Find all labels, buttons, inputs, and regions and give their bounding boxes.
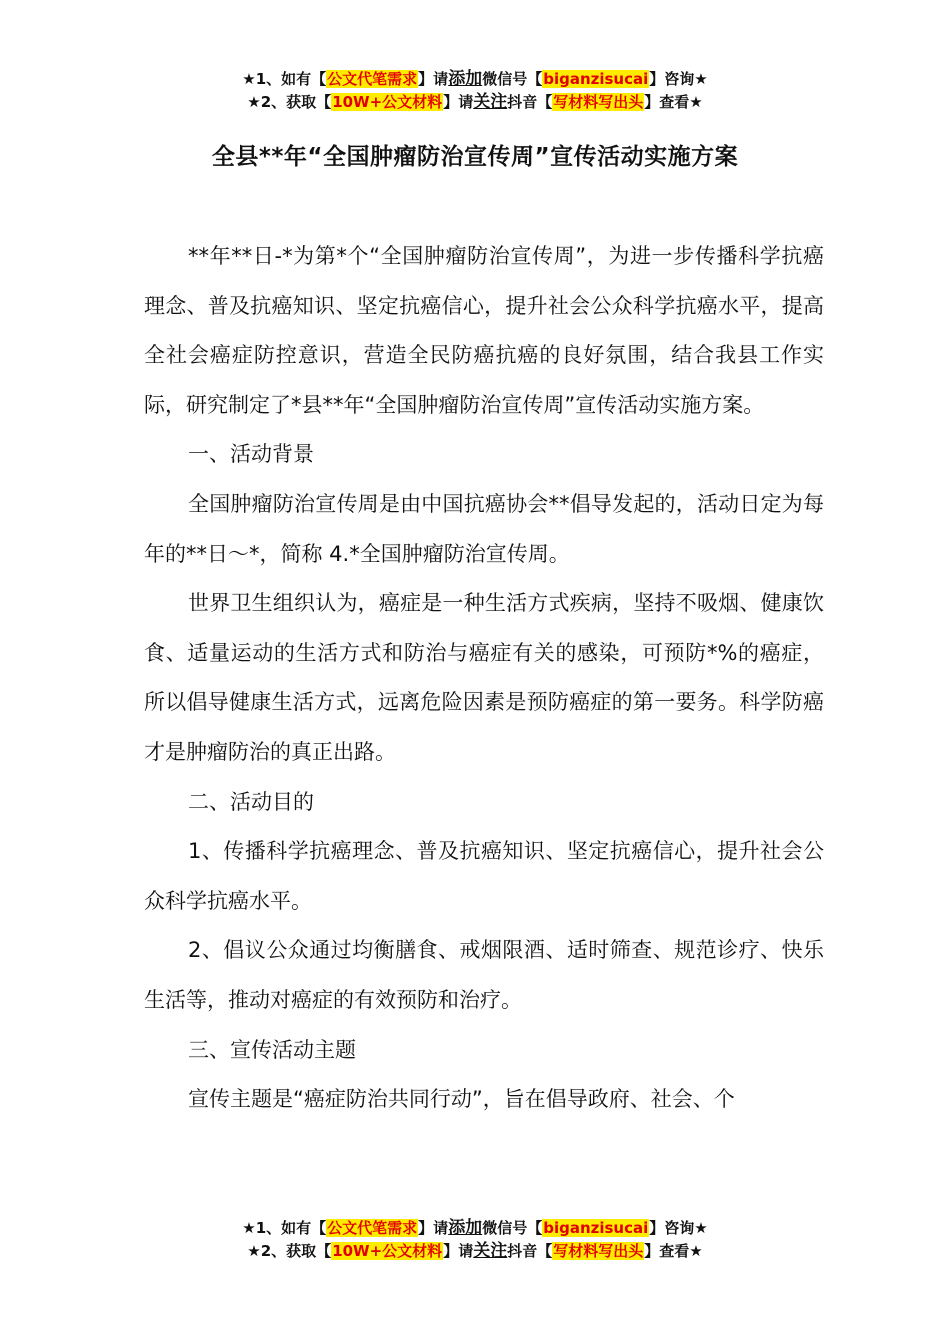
banner-emphasis: 关注: [473, 92, 508, 112]
banner-wechat-id: biganzisucai: [543, 70, 649, 88]
banner-text: ★2、获取【: [247, 1242, 332, 1260]
banner-emphasis: 添加: [448, 1218, 483, 1238]
banner-text: 】请: [418, 1219, 449, 1237]
paragraph: 宣传主题是“癌症防治共同行动”，旨在倡导政府、社会、个: [188, 1087, 735, 1112]
banner-text: 抖音【: [507, 1242, 553, 1260]
banner-text: 】查看★: [644, 1242, 703, 1260]
banner-text: 微信号【: [482, 70, 543, 88]
section-heading: 三、宣传活动主题: [188, 1037, 356, 1062]
banner-line-2: [0, 91, 950, 114]
header-banner: [0, 68, 950, 114]
banner-text: 】请: [418, 70, 449, 88]
banner-highlight: 公文代笔需求: [327, 70, 418, 88]
banner-highlight: 10W+公文材料: [332, 93, 443, 111]
footer-banner: [0, 1217, 950, 1263]
banner-text: ★1、如有【: [242, 70, 327, 88]
banner-highlight: 公文代笔需求: [327, 1219, 418, 1237]
banner-emphasis: 关注: [473, 1241, 508, 1261]
banner-highlight: 10W+公文材料: [332, 1242, 443, 1260]
paragraph: 全国肿瘤防治宣传周是由中国抗癌协会**倡导发起的，活动日定为每年的**日～*，简称 4.*全国肿瘤防治宣传周。: [144, 491, 824, 566]
section-heading: 二、活动目的: [188, 789, 314, 814]
banner-text: ★2、获取【: [247, 93, 332, 111]
banner-text: 】咨询★: [649, 70, 708, 88]
banner-line-1: [0, 1217, 950, 1240]
banner-line-2: [0, 1240, 950, 1263]
paragraph: 1、传播科学抗癌理念、普及抗癌知识、坚定抗癌信心，提升社会公众科学抗癌水平。: [144, 839, 824, 913]
banner-line-1: [0, 68, 950, 91]
banner-text: 】咨询★: [649, 1219, 708, 1237]
banner-wechat-id: biganzisucai: [543, 1219, 649, 1237]
banner-text: 】查看★: [644, 93, 703, 111]
banner-douyin-id: 写材料写出头: [553, 93, 644, 111]
banner-text: 抖音【: [507, 93, 553, 111]
banner-text: 】请: [443, 93, 474, 111]
paragraph: 世界卫生组织认为，癌症是一种生活方式疾病，坚持不吸烟、健康饮食、适量运动的生活方式和防治与癌症有关的感染，可预防*%的癌症，所以倡导健康生活方式，远离危险因素是预防癌症的第一要务。科学防癌才是肿瘤防治的真正出路。: [144, 591, 824, 764]
banner-emphasis: 添加: [448, 69, 483, 89]
document-body: [144, 232, 824, 1125]
paragraph: 2、倡议公众通过均衡膳食、戒烟限酒、适时筛查、规范诊疗、快乐生活等，推动对癌症的有效预防和治疗。: [144, 938, 824, 1012]
banner-text: 】请: [443, 1242, 474, 1260]
paragraph: **年**日-*为第*个“全国肿瘤防治宣传周”，为进一步传播科学抗癌理念、普及抗癌知识、坚定抗癌信心，提升社会公众科学抗癌水平，提高全社会癌症防控意识，营造全民防癌抗癌的良好氛围，结合我县工作实际，研究制定了*县**年“全国肿瘤防治宣传周”宣传活动实施方案。: [144, 244, 824, 417]
banner-douyin-id: 写材料写出头: [553, 1242, 644, 1260]
banner-text: ★1、如有【: [242, 1219, 327, 1237]
document-title: 全县**年“全国肿瘤防治宣传周”宣传活动实施方案: [211, 144, 739, 170]
section-heading: 一、活动背景: [188, 442, 314, 467]
banner-text: 微信号【: [482, 1219, 543, 1237]
